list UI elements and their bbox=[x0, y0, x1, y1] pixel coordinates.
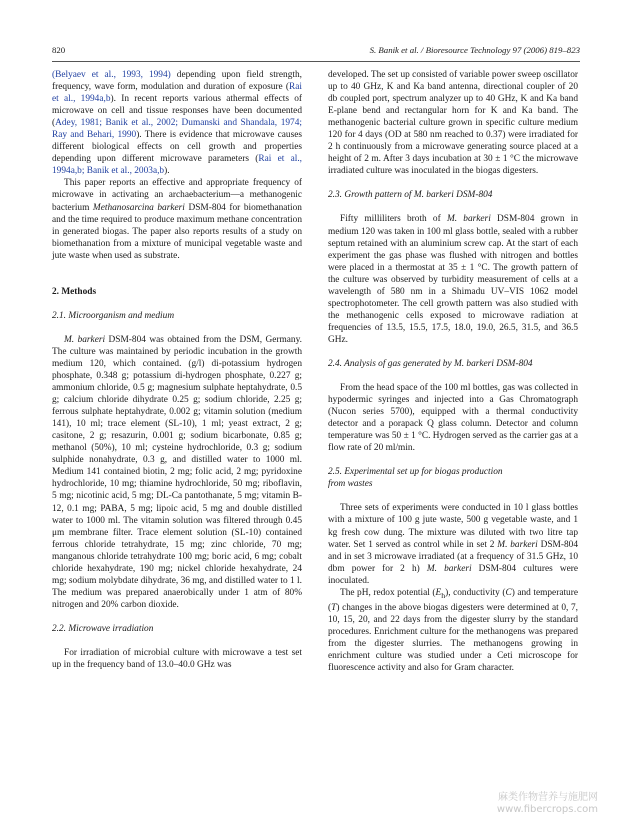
right-column bbox=[328, 69, 578, 674]
header-rule bbox=[52, 61, 580, 62]
italic-term: M. barkeri bbox=[64, 334, 106, 345]
site-watermark bbox=[497, 792, 598, 816]
left-column bbox=[52, 69, 302, 671]
text-run: ) and temperature ( bbox=[328, 587, 578, 613]
text-run: ). bbox=[164, 166, 170, 177]
text-run: DSM-804 and in set 3 microwave irradiated (at a frequency of 31.5 GHz, 10 dbm power for 2 h) bbox=[328, 539, 578, 574]
spacer bbox=[328, 490, 578, 502]
spacer bbox=[52, 262, 302, 286]
spacer bbox=[328, 201, 578, 213]
paragraph-2-3 bbox=[328, 213, 578, 346]
italic-term: E bbox=[435, 587, 442, 598]
spacer bbox=[52, 611, 302, 623]
spacer bbox=[328, 346, 578, 358]
watermark-cn: 麻类作物营养与施肥网 bbox=[498, 792, 598, 803]
text-run: Fifty milliliters broth of bbox=[340, 214, 447, 225]
text-run: h bbox=[441, 590, 446, 600]
spacer bbox=[52, 635, 302, 647]
section-heading-methods: 2. Methods bbox=[52, 286, 97, 297]
intro-paragraph-2 bbox=[52, 177, 302, 261]
text-run: depending upon field strength, frequency, wave form, modulation and duration of exposure ( bbox=[52, 70, 302, 93]
text-run: DSM-804 cultures were inoculated. bbox=[328, 563, 578, 586]
spacer bbox=[52, 322, 302, 334]
subsection-heading-2-5-line-2: from wastes bbox=[328, 479, 373, 490]
text-run: This paper reports an effective and appropriate frequency of microwave in activating an archaebacterium—a methanogenic bacterium bbox=[52, 178, 302, 213]
italic-term: M. barkeri bbox=[426, 563, 472, 574]
text-run: ). In recent reports various athermal effects of microwave on cell and tissue responses have been documented ( bbox=[52, 94, 302, 129]
paragraph-2-1 bbox=[52, 334, 302, 611]
spacer bbox=[328, 454, 578, 466]
italic-term: C bbox=[505, 587, 512, 598]
paragraph-2-2 bbox=[52, 647, 302, 671]
text-run: DSM-804 grown in medium 120 was taken in 100 ml glass bottle, sealed with a rubber septum retained with an aluminium screw cap. At the start of each experiment the gas phase was flushed with nitrogen and bottles were placed in a thermostat at 35 ± 1 °C. The growth pattern of the culture was observed by turbidity measurement of cells at a wavelength of 580 nm in a Shimadu UV–VIS 1062 model spectrophotometer. The cell growth pattern was also studied with the methanogenic cells exposed to microwave radiation at frequencies of 13.5, 15.5, 17.5, 18.0, 19.0, 26.5, 31.5, and 36.5 GHz. bbox=[328, 214, 579, 345]
text-run: DSM-804 for biomethanation and the time required to produce maximum methane concentration in generated biogas. The paper also reports results of a study on biomethanation from a mixture of municipal vegetable waste and jute waste when used as substrate. bbox=[52, 202, 302, 261]
text-run: DSM-804 was obtained from the DSM, Germany. The culture was maintained by periodic incubation in the growth medium 120, which contained. (g/l) di-potassium hydrogen phosphate, 0.348 g; potassium di-hydrogen phosphate, 0.227 g; ammonium chloride, 0.5 g; magnesium sulphate heptahydrate, 0.5 g; calcium chloride dihydrate 0.25 g; sodium chloride, 2.25 g; ferrous sulphate heptahydrate, 0.002 g; vitamin solution (medium 141), 10 ml; trace element (SL-10), 1 ml; yeast extract, 2 g; casitone, 2 g; resazurin, 0.001 g; sodium bicarbonate, 0.85 g; methanol (50%), 10 ml; cysteine hydrochloride, 0.3 g; sodium sulphide nonahydrate, 0.3 g, and distilled water to 1000 ml. Medium 141 contained biotin, 2 mg; folic acid, 2 mg; pyridoxine hydrochloride, 10 mg; thiamine hydrochloride, 50 mg; riboflavin, 5 mg; nicotinic acid, 5 mg; DL-Ca pantothanate, 5 mg; vitamin B-12, 0.1 mg; PABA, 5 mg; lipoic acid, 5 mg and double distilled water to 1000 ml. The vitamin solution was filtered through 0.45 μm membrane filter. Trace element solution (SL-10) contained ferrous chloride tetrahydrate, 15 mg; zinc chloride, 70 mg; manganous chloride tetrahydrate 100 mg; boric acid, 6 mg; cobalt chloride hexahydrate, 190 mg; nickel chloride hexahydrate, 24 mg; sodium molybdate dihydrate, 36 mg, and distilled water to 1 l. The medium was prepared anaerobically under 1 atm of 80% nitrogen and 20% carbon dioxide. bbox=[52, 334, 302, 610]
paragraph-2-5-b bbox=[328, 587, 578, 674]
paragraph-2-4 bbox=[328, 382, 578, 454]
journal-reference: S. Banik et al. / Bioresource Technology 97 (2006) 819–823 bbox=[369, 45, 580, 55]
text-run: developed. The set up consisted of variable power sweep oscillator up to 40 GHz, K and Ka band antenna, directional coupler of 20 db coupled port, spectrum analyzer up to 40 GHz, K and Ka band E-plane bend and rectangular horn for K and Ka band. The methanogenic bacterial culture grown in specific culture medium 120 for 4 days (OD at 580 nm reached to 0.37) were irradiated for 2 h continuously from a microwave generating source placed at a height of 2 m. After 3 days incubation at 30 ± 1 °C the microwave irradiated culture was inoculated in the biogas digesters. bbox=[328, 70, 578, 177]
subsection-heading-2-3: 2.3. Growth pattern of M. barkeri DSM-804 bbox=[328, 190, 493, 201]
subsection-heading-2-5-line-1: 2.5. Experimental set up for biogas production bbox=[328, 467, 503, 478]
italic-term: M. barkeri bbox=[446, 214, 491, 225]
spacer bbox=[52, 298, 302, 310]
text-run: For irradiation of microbial culture with microwave a test set up in the frequency band of 13.0–40.0 GHz was bbox=[52, 647, 302, 671]
text-run: ) changes in the above biogas digesters were determined at 0, 7, 10, 15, 20, and 22 days from the digester slurry by the standard procedures. Enrichment culture for the methanogens was prepared from the digester slurries. The methanogens growing in enrichment culture was studied under a Ceti microscope for fluorescence activity and also for Gram character. bbox=[328, 602, 578, 673]
italic-term: M. barkeri bbox=[497, 539, 538, 550]
intro-paragraph-1 bbox=[52, 69, 302, 177]
subsection-heading-2-4: 2.4. Analysis of gas generated by M. barkeri DSM-804 bbox=[328, 358, 533, 369]
text-run: Three sets of experiments were conducted in 10 l glass bottles with a mixture of 100 g jute waste, 500 g vegetable waste, and 1 kg fresh cow dung. The mixture was diluted with two litre tap water. Set 1 served as control while in set 2 bbox=[328, 503, 578, 550]
running-header bbox=[52, 45, 580, 59]
text-run: The pH, redox potential ( bbox=[340, 587, 436, 598]
citation[interactable]: Rai et al., 1994a,b; Banik et al., 2003a,b bbox=[52, 154, 302, 177]
watermark-url: www.fibercrops.com bbox=[496, 804, 598, 815]
text-run: From the head space of the 100 ml bottles, gas was collected in hypodermic syringes and injected into a Gas Chromatograph (Nucon series 5700), equipped with a thermal conductivity detector and a porapack Q glass column. Detector and column temperature was 50 ± 1 °C. Hydrogen served as the carrier gas at a flow rate of 20 ml/min. bbox=[328, 383, 578, 454]
italic-term: Methanosarcina barkeri bbox=[92, 202, 185, 213]
subsection-heading-2-5 bbox=[328, 466, 578, 490]
paragraph-2-2-continued bbox=[328, 69, 578, 177]
spacer bbox=[328, 177, 578, 189]
subsection-heading-2-2: 2.2. Microwave irradiation bbox=[52, 623, 154, 634]
text-run: ), conductivity ( bbox=[445, 587, 506, 598]
page-number: 820 bbox=[52, 45, 66, 55]
subsection-heading-2-1: 2.1. Microorganism and medium bbox=[52, 310, 175, 321]
italic-term: T bbox=[331, 602, 337, 613]
citation[interactable]: Rai et al., 1994a,b bbox=[52, 82, 302, 105]
paragraph-2-5-a bbox=[328, 502, 578, 586]
citation[interactable]: Adey, 1981; Banik et al., 2002; Dumanski and Shandala, 1974; Ray and Behari, 1990 bbox=[52, 118, 302, 141]
spacer bbox=[328, 370, 578, 382]
text-run: ). There is evidence that microwave causes different biological effects on cell growth and properties depending upon different microwave parameters ( bbox=[52, 130, 303, 165]
citation[interactable]: (Belyaev et al., 1993, 1994) bbox=[52, 70, 171, 80]
